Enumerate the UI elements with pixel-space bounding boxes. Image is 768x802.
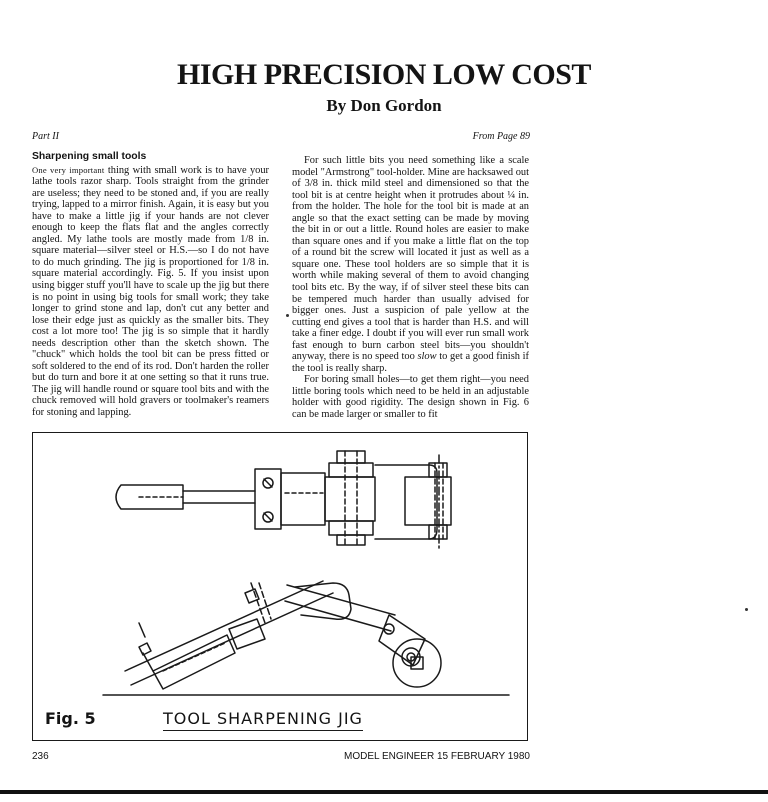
article-title: HIGH PRECISION LOW COST bbox=[177, 58, 591, 91]
text-column-right bbox=[292, 155, 529, 421]
section-subhead: Sharpening small tools bbox=[32, 151, 147, 162]
text-column-left bbox=[32, 151, 269, 419]
bottom-rule bbox=[0, 790, 768, 794]
paragraph-body: thing with small work is to have your lathe tools razor sharp. Tools straight from the grinder are useless; they need to be stoned and, if you are really trying, lapped to a mirror finish. Again, it is easy but you have to make a little jig if your hands are not clever enough to keep the flats flat and the angles correctly angled. My lathe tools are mostly made from 1/8 in. square material—silver steel or H.S.—so I do not have to do much grinding. The jig is proportioned for 1/8 in. square material accordingly. Fig. 5. If you insist upon using bigger stuff you'll have to scale up the jig but there is no point in using big tools for small work; they take longer to grind stone and lap, don't cut any better and lose their edge just as quickly as the smaller bits. They cost a lot more too! The jig is so simple that it hardly needs description other than the sketch shown. The "chuck" which holds the tool bit can be press fitted or soft soldered to the end of its rod. Don't harden the roller but do turn and bore it at one setting so that it runs true. The jig will handle round or square tool bits and with the chuck removed will hold gravers or toolmaker's reamers for stoning and lapping. bbox=[32, 164, 270, 419]
article-byline: By Don Gordon bbox=[326, 96, 442, 115]
part-label: Part II bbox=[32, 131, 59, 142]
jig-line-drawing bbox=[33, 433, 526, 739]
paragraph bbox=[292, 155, 529, 374]
emphasis-text: slow bbox=[417, 351, 437, 363]
figure-caption: TOOL SHARPENING JIG bbox=[163, 709, 363, 731]
paragraph-text: For such little bits you need something like a scale model "Armstrong" tool-holder. Mine are hacksawed out of 3/8 in. thick mild steel and dimensioned so that the tool bit is at centre height when it protrudes about ¼ in. from the holder. The hole for the tool bit is made at an angle so that the exact setting can be made by moving the bit in or out a little. Round holes are easier to make than square ones and if you make a little flat on the top of a round bit the screw will located it just as well as a square one. These tool holders are so simple that it is worth while making several of them to avoid changing tool bits etc. By the way, if of silver steel these bits can be tempered much harder than usually advised for bigger ones. Just a suspicion of pale yellow at the cutting end gives a tool that is harder than H.S. and will take a finer edge. I doubt if you will ever run small work fast enough to burn carbon steel bits—you shouldn't anyway, there is no speed too bbox=[292, 155, 529, 363]
paragraph-text: to get a good finish if the tool is really sharp. bbox=[292, 351, 529, 374]
print-speck bbox=[745, 608, 748, 611]
figure-number: Fig. 5 bbox=[45, 709, 96, 728]
publication-footer: MODEL ENGINEER 15 FEBRUARY 1980 bbox=[344, 751, 530, 762]
paragraph bbox=[32, 165, 269, 419]
figure-box bbox=[32, 432, 528, 741]
page-number: 236 bbox=[32, 751, 49, 762]
lead-small-caps: One very important bbox=[32, 164, 105, 175]
print-speck bbox=[286, 314, 289, 317]
continued-from-label: From Page 89 bbox=[472, 131, 530, 142]
paragraph: For boring small holes—to get them right—you need little boring tools which need to be held in an adjustable holder with good rigidity. The design shown in Fig. 6 can be made larger or smaller to fit bbox=[292, 374, 529, 421]
